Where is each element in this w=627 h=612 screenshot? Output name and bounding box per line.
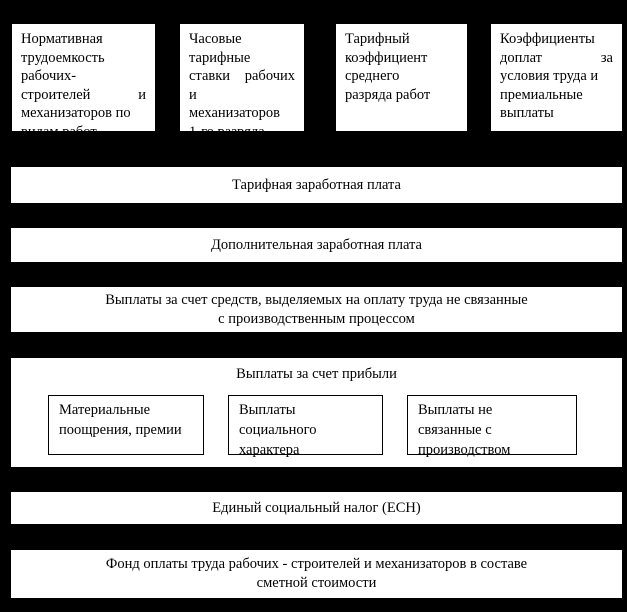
text-line: Выплаты не [418, 402, 493, 418]
text-line: коэффициент [345, 49, 428, 66]
input-box-tariff-coefficient [336, 24, 467, 131]
text-line: сметной стоимости [256, 575, 377, 591]
text-line: Фонд оплаты труда рабочих - строителей и механизаторов в составе [105, 556, 528, 572]
input-box-hourly-tariff-rates [180, 24, 304, 140]
input-box-normative-labor-intensity [12, 24, 155, 140]
text-line: условия труда и [500, 68, 599, 84]
text-line: доплат за [500, 49, 613, 66]
text-line: Выплаты [239, 402, 296, 418]
text-line: среднего [345, 68, 400, 84]
text-line: ставки рабочих [189, 68, 295, 84]
profit-payments-title: Выплаты за счет прибыли [236, 366, 397, 382]
text-line: трудоемкость [21, 49, 105, 66]
text-line: Тарифная заработная плата [232, 176, 401, 193]
sub-box-social-payments [228, 395, 383, 458]
text-line: Единый социальный налог (ЕСН) [212, 499, 421, 516]
text-line: и [189, 86, 197, 103]
text-line: выплаты [500, 105, 554, 121]
text-line: Коэффициенты [500, 31, 595, 47]
text-line: премиальные [500, 86, 583, 103]
text-line: строителей и [21, 86, 146, 103]
text-line: видам работ [21, 123, 97, 140]
bar-labor-fund-payments [11, 287, 622, 332]
bar-additional-wage [11, 228, 622, 262]
bar-wage-fund-total [11, 550, 622, 598]
text-line: Нормативная [21, 31, 103, 47]
text-line: с производственным процессом [218, 310, 415, 327]
text-line: связанные с [418, 422, 492, 438]
text-line: механизаторов [189, 105, 280, 121]
text-line: разряда работ [345, 86, 431, 103]
text-line: Материальные [59, 402, 151, 418]
text-line: Часовые [189, 31, 242, 47]
text-line: тарифные [189, 49, 251, 66]
sub-box-material-incentives [48, 395, 204, 455]
text-line: Выплаты за счет средств, выделяемых на оплату труда не связанные [105, 291, 528, 308]
bar-unified-social-tax [11, 492, 622, 524]
input-box-surcharge-coefficients [491, 24, 622, 131]
text-line: социального [239, 422, 317, 438]
text-line: 1-го разряда [189, 123, 265, 140]
text-line: механизаторов по [21, 105, 131, 121]
text-line: Тарифный [345, 31, 410, 47]
bar-tariff-wage [11, 167, 622, 203]
profit-payments-box [11, 358, 622, 467]
text-line: Дополнительная заработная плата [211, 236, 422, 253]
text-line: характера [239, 442, 300, 458]
sub-box-nonproduction-payments [407, 395, 577, 458]
text-line: поощрения, премии [59, 422, 182, 438]
text-line: производством [418, 442, 511, 458]
text-line: рабочих- [21, 68, 77, 84]
